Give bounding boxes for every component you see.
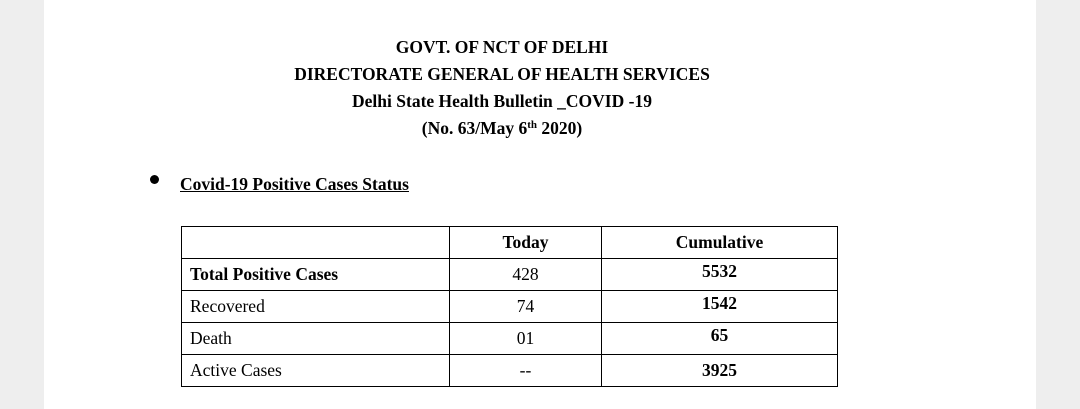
bulletin-number-prefix: (No. 63/May 6 bbox=[421, 118, 528, 138]
row-label: Recovered bbox=[182, 291, 450, 323]
header-directorate: DIRECTORATE GENERAL OF HEALTH SERVICES bbox=[294, 64, 710, 84]
row-today: 428 bbox=[450, 259, 602, 291]
table-header-cumulative: Cumulative bbox=[602, 227, 838, 259]
row-today: 74 bbox=[450, 291, 602, 323]
row-cumulative: 5532 bbox=[602, 259, 838, 291]
row-cumulative: 1542 bbox=[602, 291, 838, 323]
table-row bbox=[182, 355, 838, 387]
row-today: -- bbox=[450, 355, 602, 387]
header-bulletin-number bbox=[0, 115, 1048, 142]
header-bulletin-title: Delhi State Health Bulletin _COVID -19 bbox=[352, 91, 652, 111]
table-header-today: Today bbox=[450, 227, 602, 259]
section-title: Covid-19 Positive Cases Status bbox=[180, 174, 409, 194]
bulletin-date-suffix: th bbox=[527, 119, 538, 131]
row-label: Death bbox=[182, 323, 450, 355]
bullet-icon bbox=[150, 175, 159, 184]
bulletin-header bbox=[0, 34, 1048, 142]
bulletin-number-suffix: 2020) bbox=[537, 118, 583, 138]
table-row bbox=[182, 323, 838, 355]
table-row bbox=[182, 259, 838, 291]
row-label: Total Positive Cases bbox=[182, 259, 450, 291]
table-header-row bbox=[182, 227, 838, 259]
table-header-blank bbox=[182, 227, 450, 259]
cases-status-table bbox=[181, 226, 838, 387]
header-govt: GOVT. OF NCT OF DELHI bbox=[395, 37, 609, 57]
row-cumulative: 3925 bbox=[602, 355, 838, 387]
row-today: 01 bbox=[450, 323, 602, 355]
row-cumulative: 65 bbox=[602, 323, 838, 355]
table-row bbox=[182, 291, 838, 323]
row-label: Active Cases bbox=[182, 355, 450, 387]
